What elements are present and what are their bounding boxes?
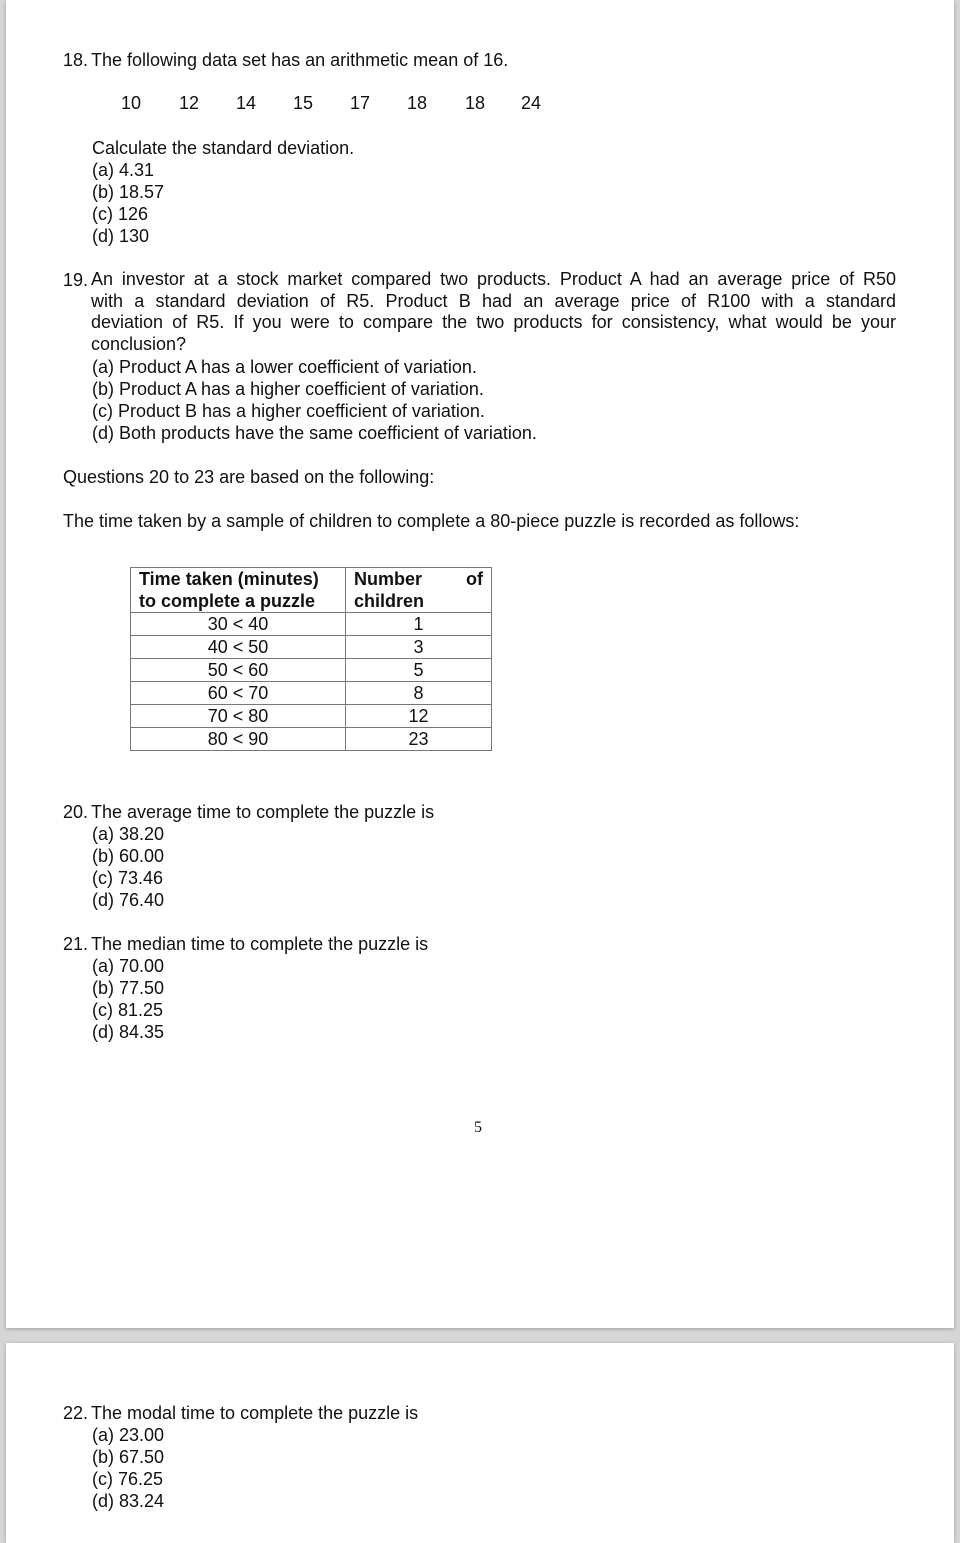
question-text: The modal time to complete the puzzle is [91,1403,419,1423]
table-cell: 30 < 40 [131,613,346,636]
table-cell: 5 [346,659,492,682]
table-cell: 50 < 60 [131,659,346,682]
question-number: 18. [63,50,89,70]
section-heading: Questions 20 to 23 are based on the following: [63,467,435,487]
page-2 [6,1343,954,1543]
option: (c) 76.25 [92,1469,164,1489]
option: (d) 130 [92,226,150,246]
table-cell: 70 < 80 [131,705,346,728]
table-row [131,659,492,682]
question-text: The median time to complete the puzzle is [91,934,429,954]
question-line: with a standard deviation of R5. Product B had an average price of R100 with a standard [91,290,896,311]
question-number: 19. [63,270,89,290]
option: (a) Product A has a lower coefficient of variation. [92,357,477,377]
question-text [91,269,896,356]
option: (a) 23.00 [92,1425,165,1445]
table-cell: 23 [346,728,492,751]
data-value: 24 [521,93,542,113]
question-number: 20. [63,802,89,822]
option: (d) Both products have the same coefficient of variation. [92,423,537,443]
data-value: 15 [293,93,314,113]
option: (d) 84.35 [92,1022,165,1042]
table-row [131,728,492,751]
table-cell: 1 [346,613,492,636]
table-cell: 60 < 70 [131,682,346,705]
option: (a) 38.20 [92,824,165,844]
option: (a) 4.31 [92,160,155,180]
option: (d) 76.40 [92,890,165,910]
question-text: The average time to complete the puzzle is [91,802,435,822]
question-number: 22. [63,1403,89,1423]
data-value: 18 [465,93,486,113]
question-line: An investor at a stock market compared two products. Product A had an average price of R50 [91,269,896,289]
question-number: 21. [63,934,89,954]
table-cell: 80 < 90 [131,728,346,751]
page-1 [6,0,954,1328]
table-row [131,613,492,636]
option: (c) 126 [92,204,149,224]
data-value: 10 [121,93,142,113]
table-cell: 8 [346,682,492,705]
table-cell: 3 [346,636,492,659]
question-prompt: Calculate the standard deviation. [92,138,355,158]
option: (a) 70.00 [92,956,165,976]
data-value: 12 [179,93,200,113]
data-table [130,567,492,751]
option: (b) 67.50 [92,1447,165,1467]
option: (b) Product A has a higher coefficient of variation. [92,379,484,399]
table-row [131,636,492,659]
table-row [131,682,492,705]
data-value: 14 [236,93,257,113]
table-header: Number of children [346,568,492,613]
option: (c) 81.25 [92,1000,164,1020]
table-header: Time taken (minutes) to complete a puzzle [131,568,346,613]
question-text: The following data set has an arithmetic mean of 16. [91,50,509,70]
option: (c) 73.46 [92,868,164,888]
question-line: conclusion? [91,334,187,355]
page-number: 5 [474,1119,482,1136]
option: (b) 60.00 [92,846,165,866]
data-value: 17 [350,93,371,113]
table-cell: 12 [346,705,492,728]
data-value: 18 [407,93,428,113]
table-row [131,705,492,728]
table-cell: 40 < 50 [131,636,346,659]
option: (b) 77.50 [92,978,165,998]
table-header-row [131,568,492,613]
question-line: deviation of R5. If you were to compare the two products for consistency, what would be your [91,312,896,333]
option: (b) 18.57 [92,182,165,202]
option: (d) 83.24 [92,1491,165,1511]
section-text: The time taken by a sample of children to complete a 80-piece puzzle is recorded as follows: [63,511,800,531]
option: (c) Product B has a higher coefficient of variation. [92,401,485,421]
